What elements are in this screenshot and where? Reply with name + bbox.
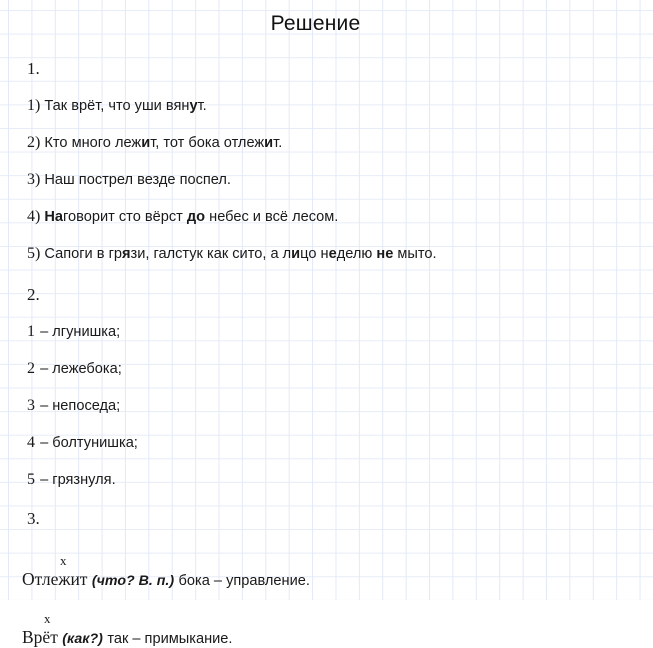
stressed-letter: у xyxy=(189,98,198,114)
case-question: (что? В. п.) xyxy=(91,573,175,589)
case-question: (как?) xyxy=(62,631,103,647)
stressed-prefix: На xyxy=(44,209,64,225)
answer-word: грязнуля. xyxy=(52,472,116,488)
list-item xyxy=(27,246,653,262)
item-text: Кто много лежит, тот бока отлежит. xyxy=(44,135,283,151)
answer-number: 5 xyxy=(27,471,35,488)
list-item xyxy=(27,209,653,225)
item-text: Сапоги в грязи, галстук как сито, а лицо неделю не мыто. xyxy=(44,246,437,262)
answer-word: лежебока; xyxy=(52,361,122,377)
list-item xyxy=(27,398,653,414)
page-title: Решение xyxy=(270,12,361,35)
stressed-letter: и xyxy=(141,135,151,151)
section-2 xyxy=(0,286,653,488)
answer-word: болтунишка; xyxy=(52,435,138,451)
item-marker: 1) xyxy=(27,97,41,114)
phrase-analysis xyxy=(22,554,653,590)
answer-number: 2 xyxy=(27,360,35,377)
list-item xyxy=(27,361,653,377)
answer-number: 1 xyxy=(27,323,35,340)
item-marker: 4) xyxy=(27,208,41,225)
answer-dash: – xyxy=(40,435,49,451)
item-marker: 3) xyxy=(27,171,41,188)
section-1 xyxy=(0,60,653,262)
head-word-x-mark: x xyxy=(44,611,51,626)
stressed-letter: я xyxy=(122,246,131,262)
section-1-number: 1. xyxy=(27,59,40,78)
answer-word: лгунишка; xyxy=(52,324,121,340)
answer-number: 3 xyxy=(27,397,35,414)
list-item xyxy=(27,172,653,188)
answer-dash: – xyxy=(40,324,49,340)
answer-dash: – xyxy=(40,398,49,414)
answer-dash: – xyxy=(40,472,49,488)
item-marker: 2) xyxy=(27,134,41,151)
stressed-particle: не xyxy=(376,246,394,262)
item-text: Наговорит сто вёрст до небес и всё лесом. xyxy=(44,209,339,225)
head-word: Врёт xyxy=(22,627,58,647)
item-text: Наш пострел везде поспел. xyxy=(44,172,231,188)
stressed-preposition: до xyxy=(186,209,206,225)
item-marker: 5) xyxy=(27,245,41,262)
list-item xyxy=(27,324,653,340)
phrase-relation: так – примыкание. xyxy=(107,631,233,647)
list-item xyxy=(27,472,653,488)
stressed-letter: и xyxy=(291,246,301,262)
list-item xyxy=(27,98,653,114)
answer-dash: – xyxy=(40,361,49,377)
stressed-letter: и xyxy=(264,135,274,151)
section-3 xyxy=(0,510,653,648)
phrase-analysis xyxy=(22,612,653,648)
answer-number: 4 xyxy=(27,434,35,451)
phrase-relation: бока – управление. xyxy=(178,573,310,589)
section-2-number: 2. xyxy=(27,285,40,304)
item-text: Так врёт, что уши вянут. xyxy=(44,98,207,114)
list-item xyxy=(27,435,653,451)
stressed-letter: е xyxy=(328,246,337,262)
head-word: Отлежит xyxy=(22,569,88,589)
head-word-x-mark: x xyxy=(60,553,67,568)
section-3-number: 3. xyxy=(27,509,40,528)
list-item xyxy=(27,135,653,151)
answer-word: непоседа; xyxy=(52,398,121,414)
